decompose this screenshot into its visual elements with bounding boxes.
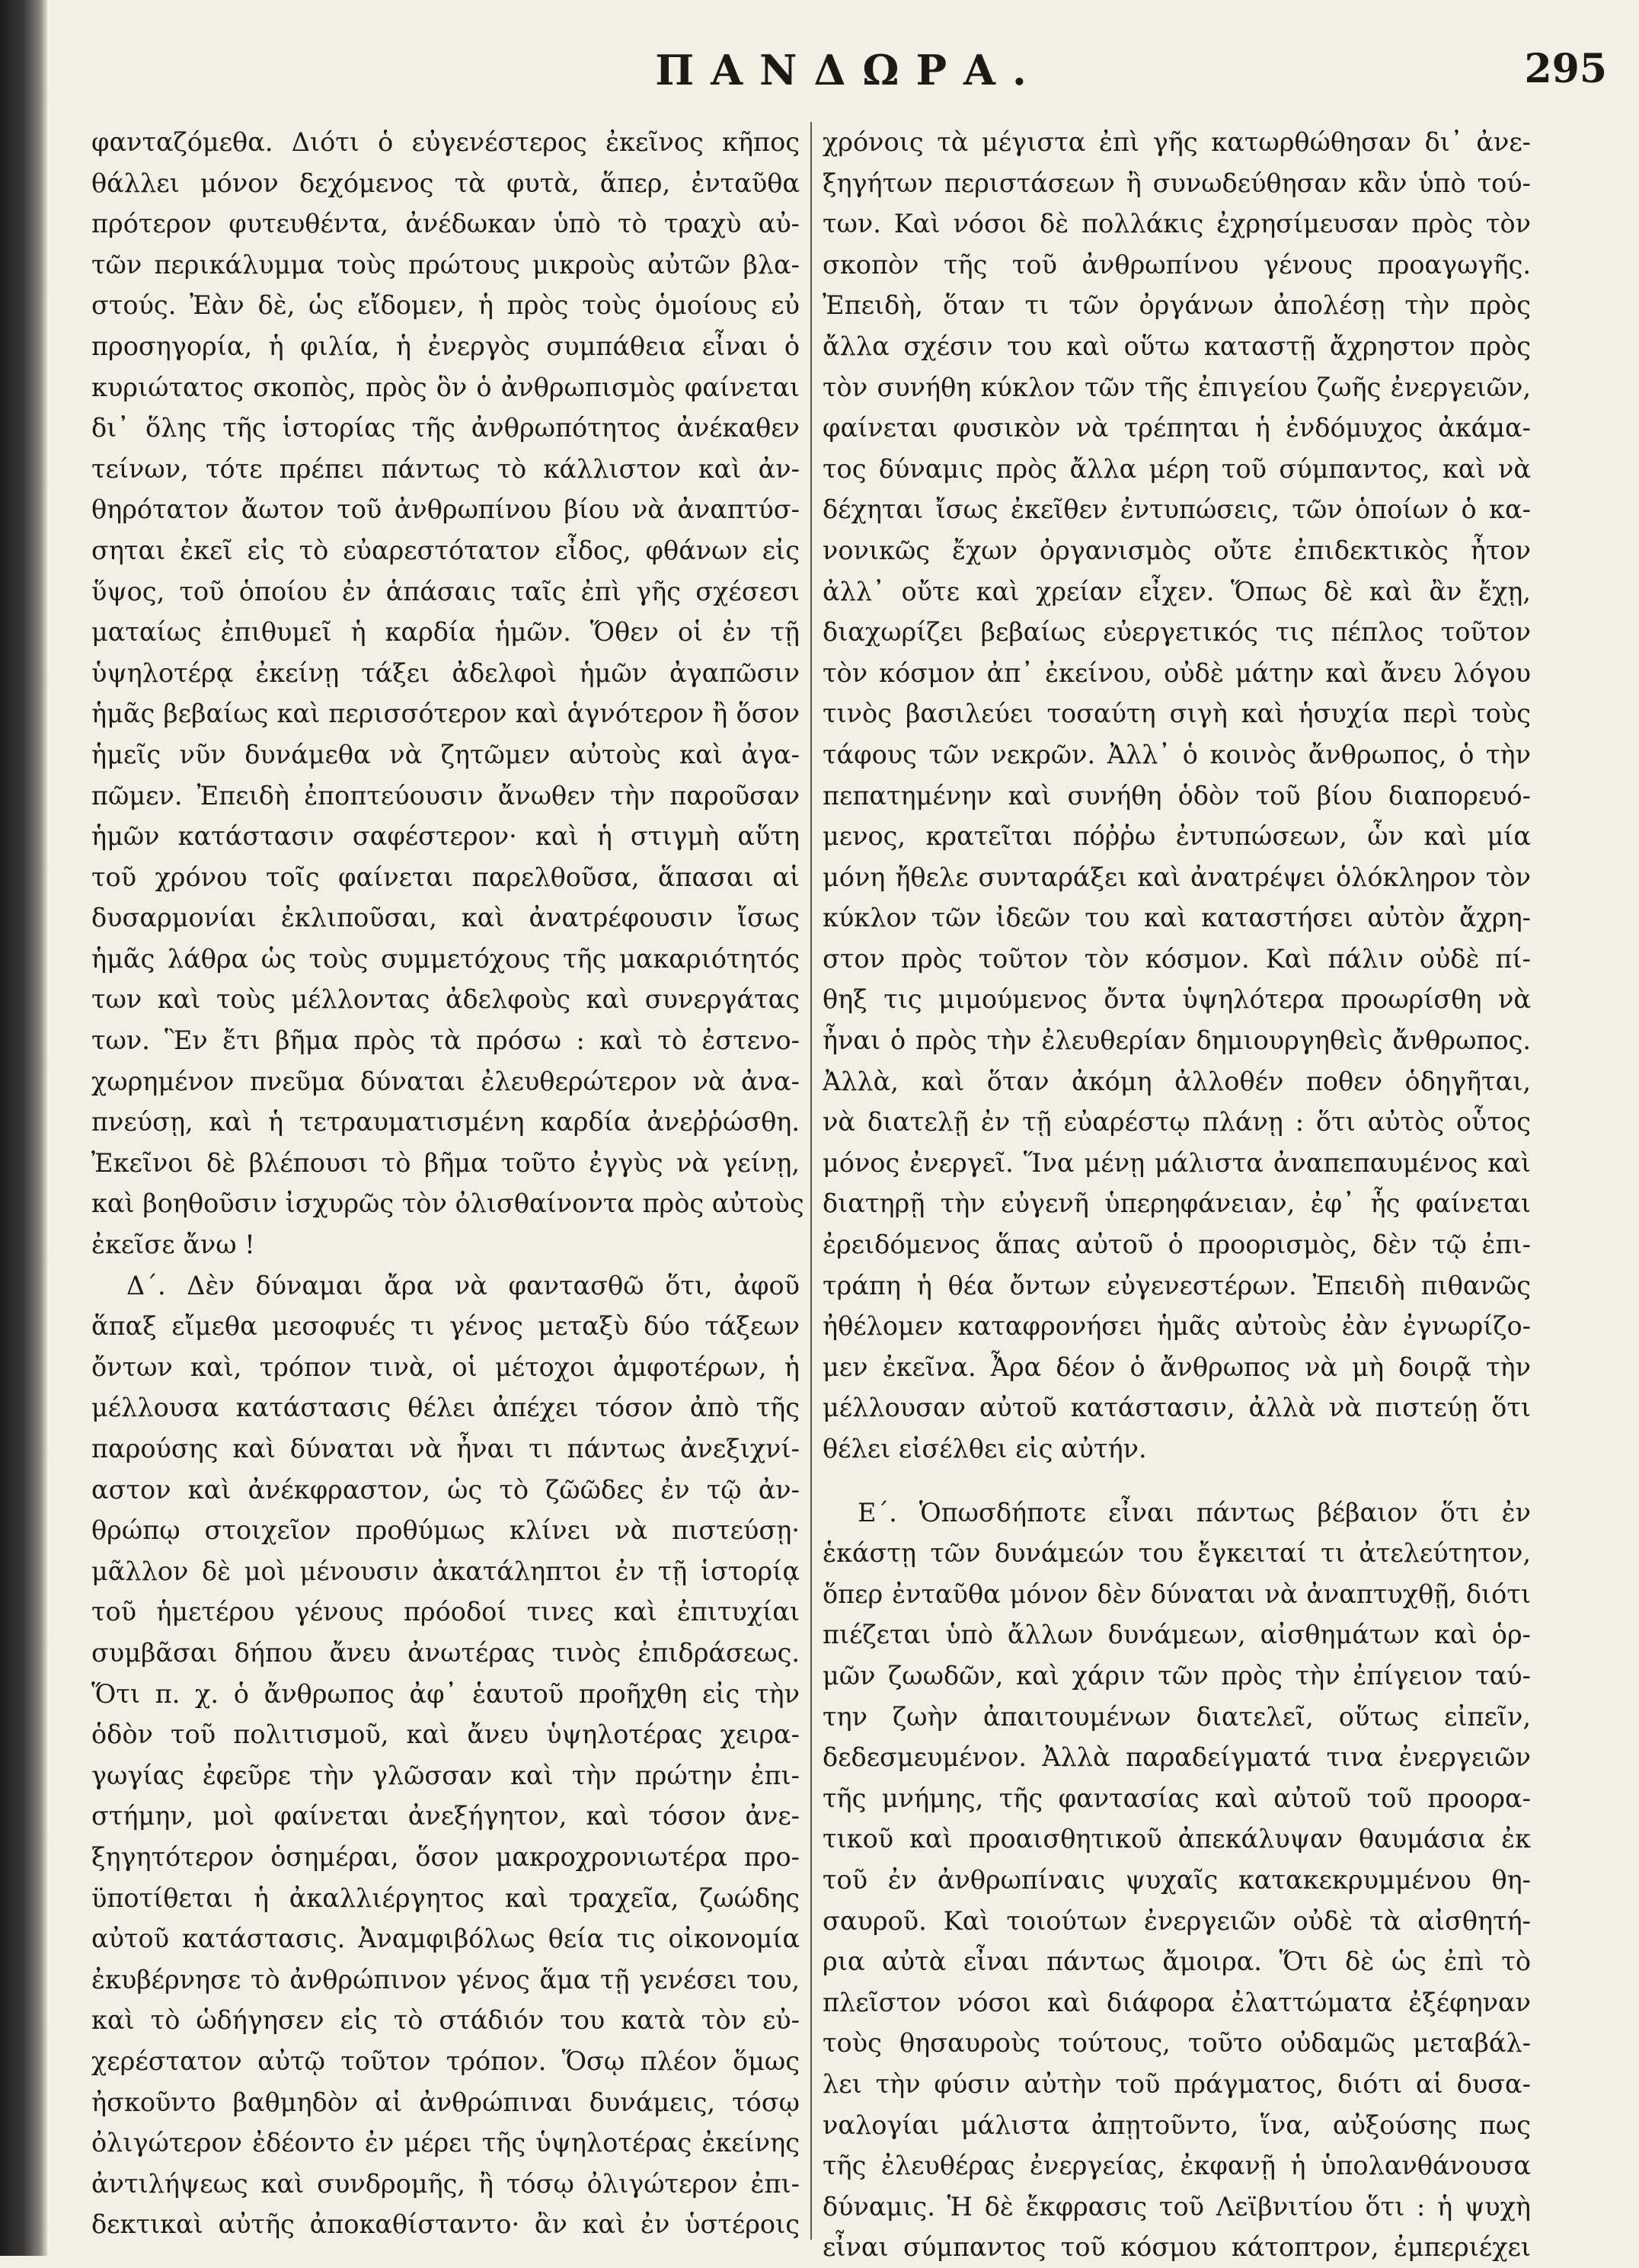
text-line: σκοπὸν τῆς τοῦ ἀνθρωπίνου γένους προαγωγῆς. xyxy=(823,249,1531,280)
text-line: πλεῖστον νόσοι καὶ διάφορα ἐλαττώματα ἐξέφηναν xyxy=(823,1987,1531,2017)
text-line: κυριώτατος σκοπὸς, πρὸς ὃν ὁ ἀνθρωπισμὸς φαίνεται xyxy=(91,372,800,402)
text-line: χερέστατον αὐτῷ τοῦτον τρόπον. Ὅσῳ πλέον ὅμως xyxy=(91,2046,800,2076)
left-column xyxy=(91,122,804,2245)
text-line: ἦναι ὁ πρὸς τὴν ἐλευθερίαν δημιουργηθεὶς ἄνθρωπος. xyxy=(823,1025,1531,1056)
text-line: νὰ διατελῇ ἐν τῇ εὐαρέστῳ πλάνῃ : ὅτι αὐτὸς οὗτος xyxy=(823,1107,1531,1137)
text-line: στούς. Ἐὰν δὲ, ὡς εἴδομεν, ἡ πρὸς τοὺς ὁμοίους εὐ xyxy=(91,290,800,321)
paragraph-gap xyxy=(823,1470,1531,1492)
text-line: την ζωὴν ἀπαιτουμένων διατελεῖ, οὕτως εἰπεῖν, xyxy=(823,1701,1531,1732)
text-line: τος δύναμις πρὸς ἄλλα μέρη τοῦ σύμπαντος, καὶ νὰ xyxy=(823,453,1531,484)
text-line: τράπη ἡ θέα ὄντων εὐγενεστέρων. Ἐπειδὴ πιθανῶς xyxy=(823,1270,1531,1300)
text-line: σηται ἐκεῖ εἰς τὸ εὐαρεστότατον εἶδος, φθάνων εἰς xyxy=(91,535,800,565)
text-line: χρόνοις τὰ μέγιστα ἐπὶ γῆς κατωρθώθησαν δι᾿ ἀνε- xyxy=(823,127,1531,157)
text-line: λει τὴν φύσιν αὐτὴν τοῦ πράγματος, διότι αἱ δυσα- xyxy=(823,2068,1531,2099)
text-line: κύκλον τῶν ἰδεῶν του καὶ καταστήσει αὐτὸν ἄχρη- xyxy=(823,903,1531,933)
text-line: τὸν κόσμον ἀπ᾿ ἐκείνου, οὐδὲ μάτην καὶ ἄνευ λόγου xyxy=(823,657,1531,688)
text-line: τινὸς βασιλεύει τοσαύτη σιγὴ καὶ ἡσυχία περὶ τοὺς xyxy=(823,699,1531,729)
text-line: ξηγητότερον ὁσημέραι, ὅσον μακροχρονιωτέρα προ- xyxy=(91,1841,800,1872)
text-line: πεπατημένην καὶ συνήθη ὁδὸν τοῦ βίου διαπορευό- xyxy=(823,780,1531,811)
text-line: τῆς ἐλευθέρας ἐνεργείας, ἐκφανῇ ἡ ὑπολανθάνουσα xyxy=(823,2151,1531,2181)
text-line: ἐρειδόμενος ἅπας αὐτοῦ ὁ προορισμὸς, δὲν τῷ ἐπι- xyxy=(823,1230,1531,1260)
text-line: δεδεσμευμένον. Ἀλλὰ παραδείγματά τινα ἐνεργειῶν xyxy=(823,1742,1531,1773)
text-line: ἀντιλήψεως καὶ συνδρομῆς, ἢ τόσῳ ὀλιγώτερον ἐπι- xyxy=(91,2168,800,2199)
text-line: διαχωρίζει βεβαίως εὐεργετικός τις πέπλος τοῦτον xyxy=(823,617,1531,648)
text-line: ὄντων καὶ, τρόπον τινὰ, οἱ μέτοχοι ἀμφοτέρων, ἡ xyxy=(91,1352,800,1382)
text-line: των. Καὶ νόσοι δὲ πολλάκις ἐχρησίμευσαν πρὸς τὸν xyxy=(823,209,1531,239)
text-line: δεκτικαὶ αὐτῆς ἀποκαθίσταντο· ἂν καὶ ἐν ὑστέροις xyxy=(91,2209,800,2240)
text-line: Ἀλλὰ, καὶ ὅταν ἀκόμη ἀλλοθέν ποθεν ὁδηγῆται, xyxy=(823,1066,1531,1096)
text-line: ἠσκοῦντο βαθμηδὸν αἱ ἀνθρώπιναι δυνάμεις, τόσῳ xyxy=(91,2087,800,2117)
text-line: αὐτοῦ κατάστασις. Ἀναμφιβόλως θεία τις οἰκονομία xyxy=(91,1924,800,1954)
text-line: Ὅτι π. χ. ὁ ἄνθρωπος ἀφ᾿ ἑαυτοῦ προῆχθη εἰς τὴν xyxy=(91,1678,800,1709)
text-line: θηξ τις μιμούμενος ὄντα ὑψηλότερα προωρίσθη νὰ xyxy=(823,984,1531,1015)
text-line: ἡμᾶς λάθρα ὡς τοὺς συμμετόχους τῆς μακαριότητός xyxy=(91,943,800,974)
text-line: δυσαρμονίαι ἐκλιποῦσαι, καὶ ἀνατρέφουσιν ἴσως xyxy=(91,903,800,933)
text-columns xyxy=(91,122,1607,2263)
right-column xyxy=(823,122,1531,2268)
text-line: τικοῦ καὶ προαισθητικοῦ ἀπεκάλυψαν θαυμάσια ἐκ xyxy=(823,1824,1531,1854)
text-line: ματαίως ἐπιθυμεῖ ἡ καρδία ἡμῶν. Ὅθεν οἱ ἐν τῇ xyxy=(91,617,800,648)
text-line: μόνη ἤθελε συνταράξει καὶ ἀνατρέψει ὁλόκληρον τὸν xyxy=(823,862,1531,892)
text-line: τὸν συνήθη κύκλον τῶν τῆς ἐπιγείου ζωῆς ἐνεργειῶν, xyxy=(823,372,1531,402)
journal-title: ΠΑΝΔΩΡΑ. xyxy=(655,46,1043,94)
text-line: τῆς μνήμης, τῆς φαντασίας καὶ αὐτοῦ τοῦ προορα- xyxy=(823,1783,1531,1813)
book-spine-shadow xyxy=(0,0,47,2256)
text-line: νονικῶς ἔχων ὀργανισμὸς οὔτε ἐπιδεκτικὸς ἦτον xyxy=(823,535,1531,565)
text-line: διατηρῇ τὴν εὐγενῆ ὑπερηφάνειαν, ἐφ᾿ ἧς φαίνεται xyxy=(823,1188,1531,1219)
text-line: δύναμις. Ἡ δὲ ἔκφρασις τοῦ Λεϊβνιτίου ὅτι : ἡ ψυχὴ xyxy=(823,2191,1531,2222)
text-line: μόνος ἐνεργεῖ. Ἵνα μένῃ μάλιστα ἀναπεπαυμένος καὶ xyxy=(823,1147,1531,1178)
text-line: τοῦ ἡμετέρου γένους πρόοδοί τινες καὶ ἐπιτυχίαι xyxy=(91,1597,800,1627)
text-line: ἡμεῖς νῦν δυνάμεθα νὰ ζητῶμεν αὐτοὺς καὶ ἀγα- xyxy=(91,739,800,769)
text-line: θάλλει μόνον δεχόμενος τὰ φυτὰ, ἅπερ, ἐνταῦθα xyxy=(91,168,800,198)
text-line: μεν ἐκεῖνα. Ἆρα δέον ὁ ἄνθρωπος νὰ μὴ δοιρᾷ τὴν xyxy=(823,1352,1531,1382)
page-header xyxy=(91,46,1607,110)
book-page xyxy=(91,46,1607,2263)
text-line: καὶ βοηθοῦσιν ἰσχυρῶς τὸν ὀλισθαίνοντα πρὸς αὐτοὺς xyxy=(91,1188,804,1219)
text-line: ὑψηλοτέρᾳ ἐκείνῃ τάξει ἀδελφοὶ ἡμῶν ἀγαπῶσιν xyxy=(91,657,800,688)
text-line: μενος, κρατεῖται πόῤῥω ἐντυπώσεων, ὧν καὶ μία xyxy=(823,821,1531,852)
text-line: μέλλουσαν αὐτοῦ κατάστασιν, ἀλλὰ νὰ πιστεύῃ ὅτι xyxy=(823,1393,1531,1423)
text-line: τοὺς θησαυροὺς τούτους, τοῦτο οὐδαμῶς μεταβάλ- xyxy=(823,2028,1531,2058)
text-line: χωρημένον πνεῦμα δύναται ἐλευθερώτερον νὰ ἀνα- xyxy=(91,1066,800,1096)
text-line: στον πρὸς τοῦτον τὸν κόσμον. Καὶ πάλιν οὐδὲ πί- xyxy=(823,943,1531,974)
text-line: στήμην, μοὶ φαίνεται ἀνεξήγητον, καὶ τόσον ἀνε- xyxy=(91,1801,800,1831)
text-line: των. Ἓν ἔτι βῆμα πρὸς τὰ πρόσω : καὶ τὸ ἐστενο- xyxy=(91,1025,800,1056)
text-line: παρούσης καὶ δύναται νὰ ἦναι τι πάντως ἀνεξιχνί- xyxy=(91,1434,800,1463)
text-line: ἀλλ᾿ οὔτε καὶ χρείαν εἶχεν. Ὅπως δὲ καὶ ἂν ἔχῃ, xyxy=(823,576,1531,606)
text-line: δι᾿ ὅλης τῆς ἱστορίας τῆς ἀνθρωπότητος ἀνέκαθεν xyxy=(91,413,800,443)
text-line: τοῦ χρόνου τοῖς φαίνεται παρελθοῦσα, ἅπασαι αἱ xyxy=(91,862,800,892)
text-line: σαυροῦ. Καὶ τοιούτων ἐνεργειῶν οὐδὲ τὰ αἰσθητή- xyxy=(823,1905,1531,1936)
text-line: προσηγορία, ἡ φιλία, ἡ ἐνεργὸς συμπάθεια εἶναι ὁ xyxy=(91,331,800,361)
text-line: θρώπῳ στοιχεῖον προθύμως κλίνει νὰ πιστεύσῃ· xyxy=(91,1515,800,1546)
text-line: πῶμεν. Ἐπειδὴ ἐποπτεύουσιν ἄνωθεν τὴν παροῦσαν xyxy=(91,780,800,811)
text-line: πνεύσῃ, καὶ ἡ τετραυματισμένη καρδία ἀνεῤῥώσθη. xyxy=(91,1107,800,1137)
text-line: πιέζεται ὑπὸ ἄλλων δυνάμεων, αἰσθημάτων καὶ ὁρ- xyxy=(823,1620,1531,1650)
text-line: των καὶ τοὺς μέλλοντας ἀδελφοὺς καὶ συνεργάτας xyxy=(91,984,800,1015)
text-line: θηρότατον ἄωτον τοῦ ἀνθρωπίνου βίου νὰ ἀναπτύσ- xyxy=(91,494,800,525)
text-line: πρότερον φυτευθέντα, ἀνέδωκαν ὑπὸ τὸ τραχὺ αὐ- xyxy=(91,209,800,239)
text-line: ὀλιγώτερον ἐδέοντο ἐν μέρει τῆς ὑψηλοτέρας ἐκείνης xyxy=(91,2128,800,2158)
text-line: ὕψος, τοῦ ὁποίου ἐν ἁπάσαις ταῖς ἐπὶ γῆς σχέσεσι xyxy=(91,576,800,606)
text-line: θέλει εἰσέλθει εἰς αὐτήν. xyxy=(823,1434,1147,1463)
text-line: τείνων, τότε πρέπει πάντως τὸ κάλλιστον καὶ ἀν- xyxy=(91,453,800,484)
text-line: ρια αὐτὰ εἶναι πάντως ἄμοιρα. Ὅτι δὲ ὡς ἐπὶ τὸ xyxy=(823,1947,1531,1977)
text-line: ἡμῶν κατάστασιν σαφέστερον· καὶ ἡ στιγμὴ αὕτη xyxy=(91,821,800,852)
text-line: ναλογίαι μάλιστα ἀπῃτοῦντο, ἵνα, αὐξούσης πως xyxy=(823,2110,1531,2140)
text-line: ἠθέλομεν καταφρονήσει ἡμᾶς αὐτοὺς ἐὰν ἐγνωρίζο- xyxy=(823,1311,1531,1342)
text-line: Ε΄. Ὁπωσδήποτε εἶναι πάντως βέβαιον ὅτι ἐν xyxy=(858,1497,1531,1527)
text-line: ξηγήτων περιστάσεων ἢ συνωδεύθησαν κἂν ὑπὸ τού- xyxy=(823,168,1531,198)
text-line: τάφους τῶν νεκρῶν. Ἀλλ᾿ ὁ κοινὸς ἄνθρωπος, ὁ τὴν xyxy=(823,739,1531,769)
text-line: Ἐκεῖνοι δὲ βλέπουσι τὸ βῆμα τοῦτο ἐγγὺς νὰ γείνῃ, xyxy=(91,1147,800,1178)
text-line: καὶ τὸ ὡδήγησεν εἰς τὸ στάδιόν του κατὰ τὸν εὐ- xyxy=(91,2005,800,2036)
text-line: φανταζόμεθα. Διότι ὁ εὐγενέστερος ἐκεῖνος κῆπος xyxy=(91,127,800,157)
text-line: μῶν ζωωδῶν, καὶ χάριν τῶν πρὸς τὴν ἐπίγειον ταύ- xyxy=(823,1660,1531,1691)
text-line: ἐκεῖσε ἄνω ! xyxy=(91,1230,255,1260)
text-line: τῶν περικάλυμμα τοὺς πρώτους μικροὺς αὐτῶν βλα- xyxy=(91,249,800,280)
text-line: ἅπαξ εἴμεθα μεσοφυές τι γένος μεταξὺ δύο τάξεων xyxy=(91,1311,800,1342)
text-line: μέλλουσα κατάστασις θέλει ἀπέχει τόσον ἀπὸ τῆς xyxy=(91,1393,800,1423)
text-line: Ἐπειδὴ, ὅταν τι τῶν ὀργάνων ἀπολέσῃ τὴν πρὸς xyxy=(823,290,1531,321)
text-line: εἶναι σύμπαντος τοῦ κόσμου κάτοπτρον, ἐμπεριέχει xyxy=(823,2232,1531,2263)
text-line: δέχηται ἴσως ἐκεῖθεν ἐντυπώσεις, τῶν ὁποίων ὁ κα- xyxy=(823,494,1531,525)
text-line: αστον καὶ ἀνέκφραστον, ὡς τὸ ζῶῶδες ἐν τῷ ἀν- xyxy=(91,1474,800,1505)
text-line: ἡμᾶς βεβαίως καὶ περισσότερον καὶ ἁγνότερον ἢ ὅσον xyxy=(91,699,800,729)
text-line: τοῦ ἐν ἀνθρωπίναις ψυχαῖς κατακεκρυμμένου θη- xyxy=(823,1864,1531,1895)
text-line: γωγίας ἐφεῦρε τὴν γλῶσσαν καὶ τὴν πρώτην ἐπι- xyxy=(91,1760,800,1790)
text-line: Δ΄. Δὲν δύναμαι ἄρα νὰ φαντασθῶ ὅτι, ἀφοῦ xyxy=(126,1270,800,1300)
text-line: ἑκάστῃ τῶν δυνάμεών του ἔγκειταί τι ἀτελεύτητον, xyxy=(823,1538,1531,1569)
text-line: ϋποτίθεται ἡ ἀκαλλιέργητος καὶ τραχεῖα, ζωώδης xyxy=(91,1883,800,1913)
page-number: 295 xyxy=(1524,46,1607,92)
text-line: ἐκυβέρνησε τὸ ἀνθρώπινον γένος ἅμα τῇ γενέσει του, xyxy=(91,1964,800,1994)
text-line: ἄλλα σχέσιν του καὶ οὕτω καταστῇ ἄχρηστον πρὸς xyxy=(823,331,1531,361)
text-line: φαίνεται φυσικὸν νὰ τρέπηται ἡ ἐνδόμυχος ἀκάμα- xyxy=(823,413,1531,443)
text-line: ὁδὸν τοῦ πολιτισμοῦ, καὶ ἄνευ ὑψηλοτέρας χειρα- xyxy=(91,1719,800,1750)
column-divider xyxy=(810,122,812,2240)
text-line: ὅπερ ἐνταῦθα μόνον δὲν δύναται νὰ ἀναπτυχθῇ, διότι xyxy=(823,1579,1531,1609)
text-line: συμβᾶσαι δήπου ἄνευ ἀνωτέρας τινὸς ἐπιδράσεως. xyxy=(91,1637,800,1668)
text-line: μᾶλλον δὲ μοὶ μένουσιν ἀκατάληπτοι ἐν τῇ ἱστορίᾳ xyxy=(91,1556,800,1586)
